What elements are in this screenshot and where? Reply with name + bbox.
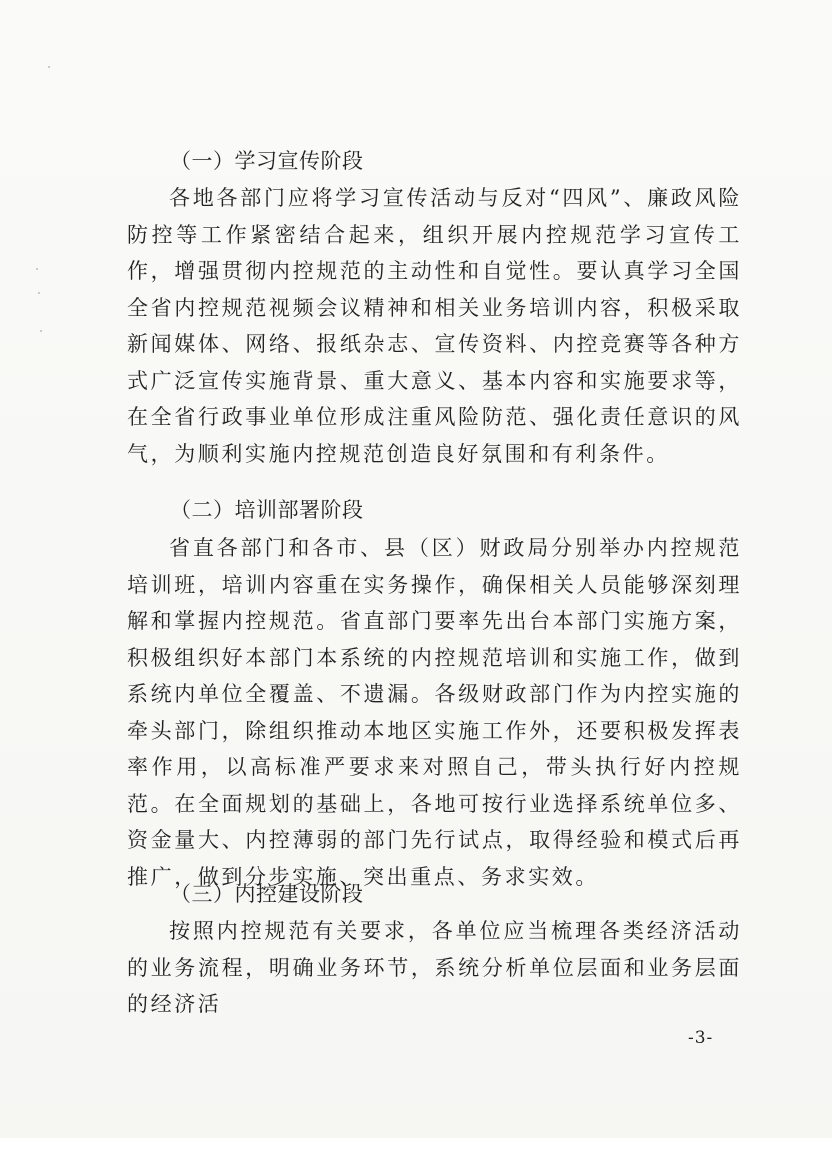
scan-speck	[40, 330, 42, 332]
section-3-paragraph: 按照内控规范有关要求，各单位应当梳理各类经济活动的业务流程，明确业务环节，系统分析单位层面和业务层面的经济活	[127, 919, 742, 1016]
section-2-paragraph: 省直各部门和各市、县（区）财政局分别举办内控规范培训班，培训内容重在实务操作，确保相关人员能够深刻理解和掌握内控规范。省直部门要率先出台本部门实施方案，积极组织好本部门本系统的内控规范培训和实施工作，做到系统内单位全覆盖、不遗漏。各级财政部门作为内控实施的牵头部门，除组织推动本地区实施工作外，还要积极发挥表率作用，以高标准严要求来对照自己，带头执行好内控规范。在全面规划的基础上，各地可按行业选择系统单位多、资金量大、内控薄弱的部门先行试点，取得经验和模式后再推广，做到分步实施、突出重点、务求实效。	[127, 536, 742, 889]
section-3-heading: （三）内控建设阶段	[170, 882, 364, 906]
scan-speck	[36, 268, 38, 270]
page-number: -3-	[688, 1028, 714, 1048]
section-1-paragraph: 各地各部门应将学习宣传活动与反对“四风”、廉政风险防控等工作紧密结合起来，组织开展内控规范学习宣传工作，增强贯彻内控规范的主动性和自觉性。要认真学习全国全省内控规范视频会议精神和相关业务培训内容，积极采取新闻媒体、网络、报纸杂志、宣传资料、内控竞赛等各种方式广泛宣传实施背景、重大意义、基本内容和实施要求等，在全省行政事业单位形成注重风险防范、强化责任意识的风气，为顺利实施内控规范创造良好氛围和有利条件。	[127, 186, 742, 466]
section-1-heading: （一）学习宣传阶段	[170, 149, 364, 173]
scan-speck	[38, 292, 40, 294]
scan-speck	[48, 66, 50, 68]
scan-margin	[0, 1138, 832, 1169]
section-2-heading: （二）培训部署阶段	[170, 498, 364, 522]
